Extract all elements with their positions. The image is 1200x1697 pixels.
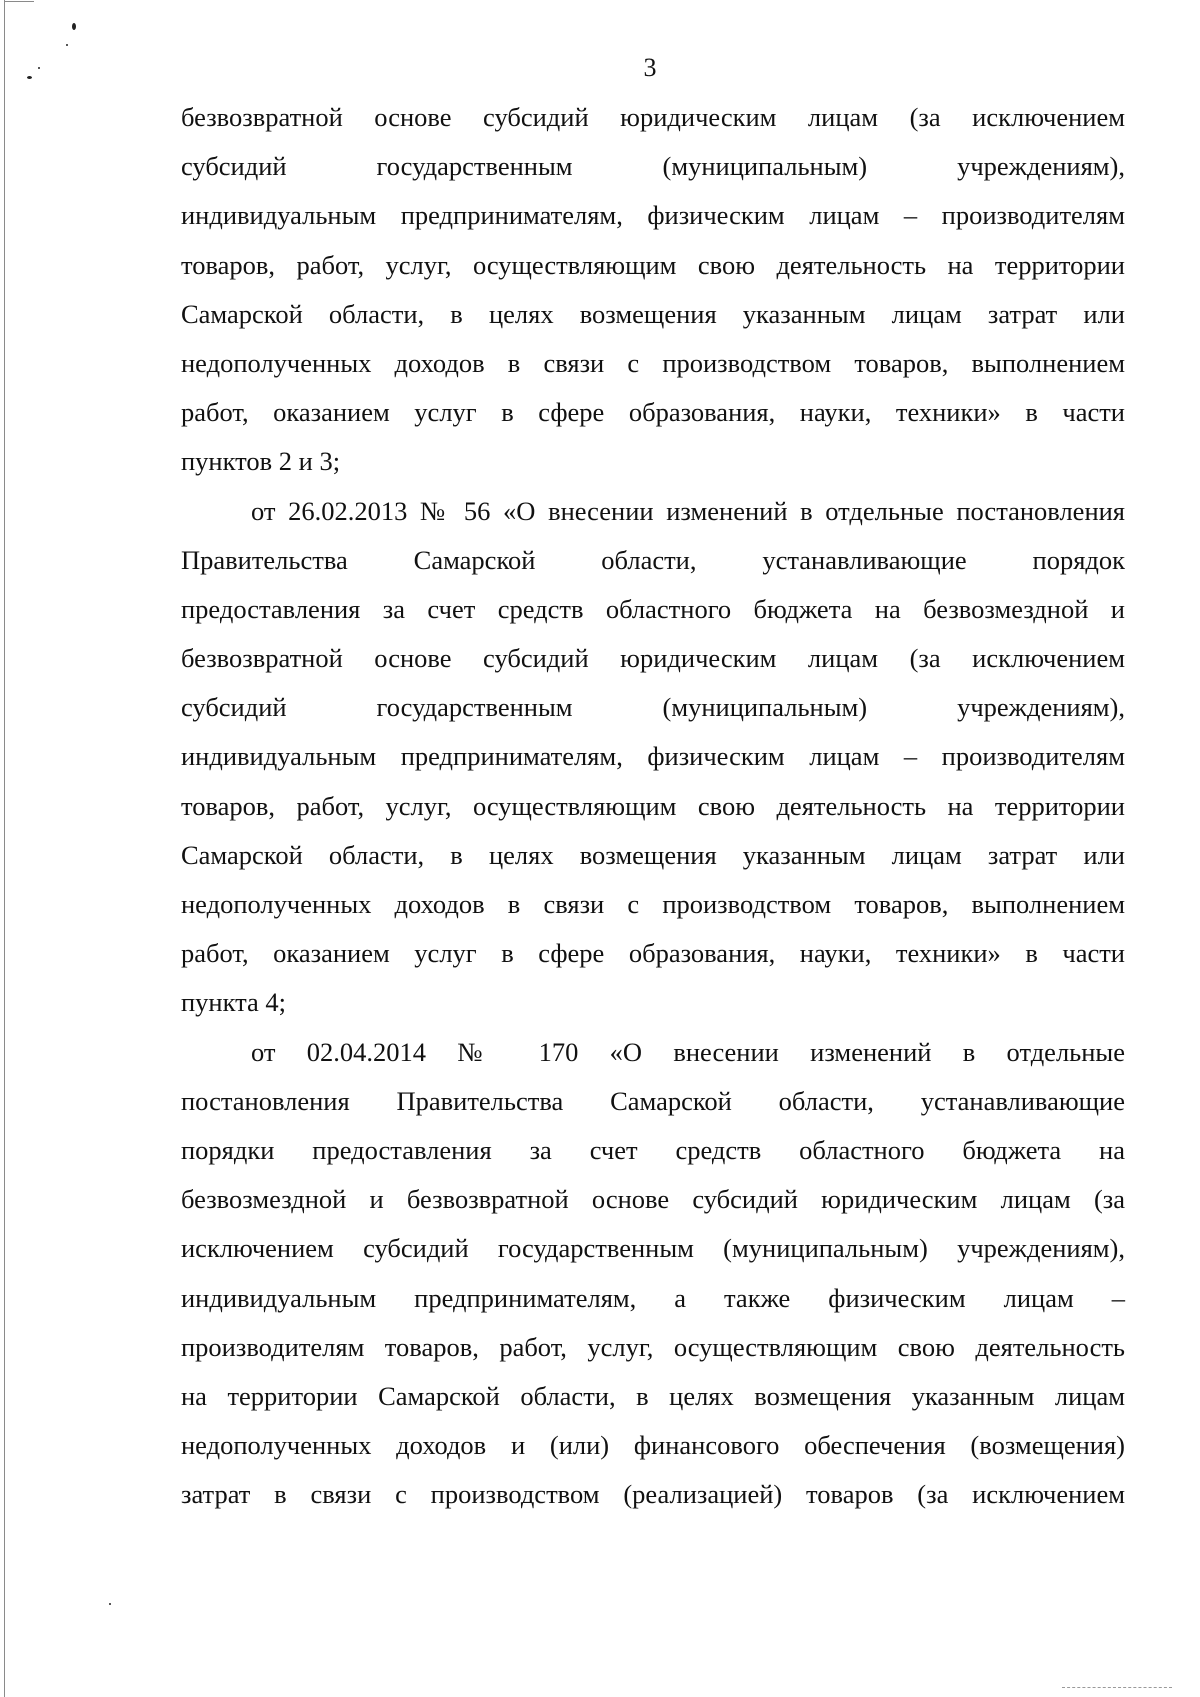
scan-bottom-mark — [1062, 1687, 1172, 1689]
paragraph — [181, 93, 1125, 487]
text-line: субсидий государственным (муниципальным) учреждениям), — [181, 151, 1125, 182]
scan-speck — [109, 1603, 111, 1605]
text-line: недополученных доходов в связи с производством товаров, выполнением — [181, 889, 1125, 919]
text-line: субсидий государственным (муниципальным) учреждениям), — [181, 692, 1125, 723]
text-line: Самарской области, в целях возмещения указанным лицам затрат или — [181, 298, 1125, 329]
text-line: работ, оказанием услуг в сфере образования, науки, техники» в части — [181, 938, 1125, 969]
page-number: 3 — [643, 53, 657, 82]
text-line: на территории Самарской области, в целях возмещения указанным лицам — [181, 1380, 1125, 1411]
scan-speck — [72, 23, 76, 30]
text-line: недополученных доходов и (или) финансового обеспечения (возмещения) — [181, 1430, 1125, 1461]
text-line: недополученных доходов в связи с производством товаров, выполнением — [181, 347, 1125, 378]
document-body — [181, 93, 1125, 1519]
text-line: исключением субсидий государственным (муниципальным) учреждениям), — [181, 1233, 1125, 1264]
scan-top-edge — [4, 1, 34, 2]
text-line: постановления Правительства Самарской области, устанавливающие — [181, 1085, 1125, 1116]
text-line: порядки предоставления за счет средств областного бюджета на — [181, 1134, 1125, 1165]
text-line: предоставления за счет средств областного бюджета на безвозмездной и — [181, 593, 1125, 624]
text-line: затрат в связи с производством (реализацией) товаров (за исключением — [181, 1479, 1125, 1510]
text-line: Самарской области, в целях возмещения указанным лицам затрат или — [181, 839, 1125, 870]
paragraph — [181, 487, 1125, 1028]
text-line: товаров, работ, услуг, осуществляющим свою деятельность на территории — [181, 790, 1125, 821]
paragraph — [181, 1028, 1125, 1520]
text-line: индивидуальным предпринимателям, физическим лицам – производителям — [181, 741, 1125, 772]
text-line: безвозвратной основе субсидий юридическим лицам (за исключением — [181, 643, 1125, 674]
text-line: товаров, работ, услуг, осуществляющим свою деятельность на территории — [181, 249, 1125, 280]
text-line: работ, оказанием услуг в сфере образования, науки, техники» в части — [181, 397, 1125, 428]
text-line: от 02.04.2014 № 170 «О внесении изменений в отдельные — [251, 1036, 1125, 1067]
scan-speck — [66, 44, 68, 46]
text-line: индивидуальным предпринимателям, а также физическим лицам – — [181, 1282, 1125, 1313]
scan-left-edge — [4, 0, 5, 1697]
text-line: от 26.02.2013 № 56 «О внесении изменений в отдельные постановления — [251, 495, 1125, 526]
text-line: пункта 4; — [181, 987, 287, 1018]
text-line: Правительства Самарской области, устанавливающие порядок — [181, 544, 1125, 575]
text-line: производителям товаров, работ, услуг, осуществляющим свою деятельность — [181, 1331, 1125, 1362]
text-line: безвозмездной и безвозвратной основе субсидий юридическим лицам (за — [181, 1184, 1125, 1215]
text-line: пунктов 2 и 3; — [181, 446, 341, 477]
text-line: безвозвратной основе субсидий юридическим лицам (за исключением — [181, 102, 1125, 132]
text-line: индивидуальным предпринимателям, физическим лицам – производителям — [181, 200, 1125, 231]
